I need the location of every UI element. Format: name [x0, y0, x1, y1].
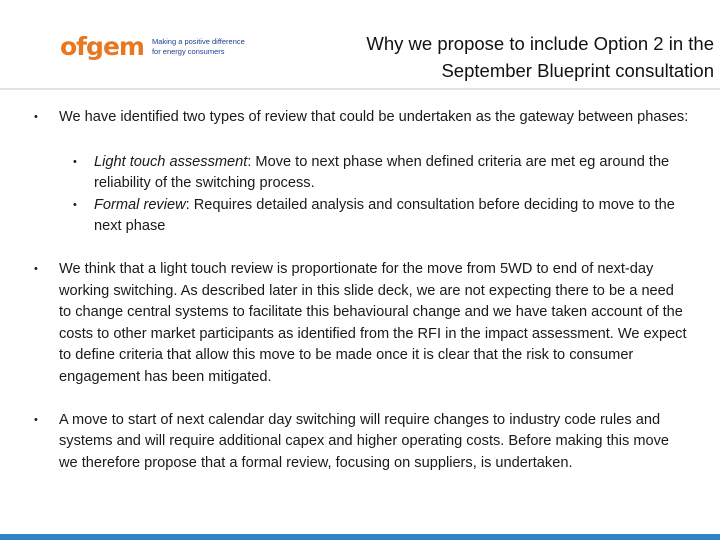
bullet-text: We have identified two types of review that could be undertaken as the gateway between phases:	[59, 109, 689, 125]
bullet-icon: •	[34, 111, 38, 123]
logo-tagline-line2: for energy consumers	[151, 46, 225, 56]
bullet-text: We think that a light touch review is proportionate for the move from 5WD to end of next-day working switching. As described later in this slide deck, we are not expecting there to be a need to change central systems to facilitate this behavioural change and we have taken account of the costs to other market participants as identified from the RFI in the impact assessment. We expect to define criteria that allow this move to be made once it is clear that the risk to consumer engagement has been mitigated.	[59, 260, 687, 385]
bullet-next-day-switching	[0, 410, 720, 475]
sub-bullet-label: Formal review	[94, 196, 186, 213]
sub-bullet-label: Light touch assessment	[94, 153, 248, 170]
bullet-icon: •	[34, 262, 38, 275]
slide-title	[254, 30, 714, 84]
bullet-icon: •	[73, 155, 77, 168]
slide-body	[0, 107, 720, 474]
header-divider	[0, 88, 720, 90]
logo-wordmark: ofgem	[60, 32, 144, 61]
footer-bar	[0, 534, 720, 540]
sub-bullet-text: : Requires detailed analysis and consultation before deciding to move to the next phase	[94, 196, 675, 235]
slide-title-line1: Why we propose to include Option 2 in the	[366, 33, 714, 54]
bullet-review-types	[0, 107, 720, 129]
bullet-icon: •	[34, 413, 38, 426]
slide-title-line2: September Blueprint consultation	[441, 60, 714, 81]
logo-tagline	[152, 37, 245, 57]
sub-bullet-formal-review	[0, 195, 720, 238]
sub-bullet-text: : Move to next phase when defined criteria are met eg around the reliability of the switching process.	[94, 153, 670, 192]
bullet-icon: •	[73, 198, 77, 211]
logo-tagline-line1: Making a positive difference	[151, 36, 245, 46]
ofgem-logo	[60, 34, 245, 59]
sub-bullet-light-touch	[0, 152, 720, 195]
bullet-light-touch-proportionate	[0, 259, 720, 389]
bullet-text: A move to start of next calendar day switching will require changes to industry code rules and systems and will require additional capex and higher operating costs. Before making this move we therefore propose that a formal review, focusing on suppliers, is undertaken.	[59, 411, 670, 471]
